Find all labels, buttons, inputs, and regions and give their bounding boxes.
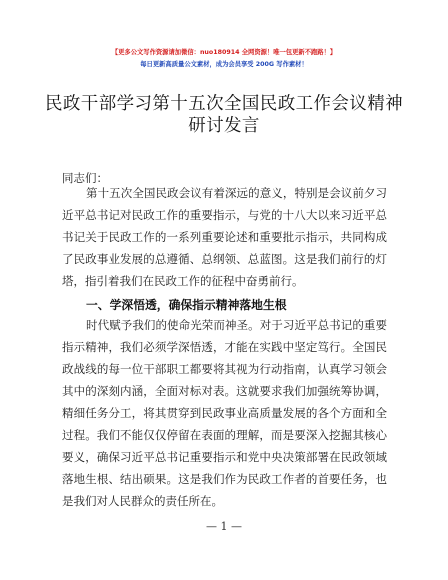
paragraph-1-line: 了民政事业发展的总遵循、总纲领、总蓝图。这是我们前行的灯 [62, 252, 387, 266]
document-title-line-2: 研讨发言 [188, 116, 260, 136]
paragraph-2-line: 其中的深刻内涵，全面对标对表。这就要求我们加强统筹协调， [62, 384, 387, 398]
promo-banner-line-2: 每日更新高质量公文素材，成为会员享受 200G 写作素材！ [140, 61, 308, 68]
paragraph-1-line: 塔，指引着我们在民政工作的征程中奋勇前行。 [62, 274, 304, 288]
paragraph-2-line: 精细任务分工，将其贯穿到民政事业高质量发展的各个方面和全 [62, 406, 387, 420]
greeting: 同志们： [62, 171, 108, 185]
paragraph-2-line: 要义，确保习近平总书记重要指示和党中央决策部署在民政领域 [62, 450, 387, 464]
paragraph-1-line: 书记关于民政工作的一系列重要论述和重要批示指示，共同构成 [62, 230, 387, 244]
paragraph-1-line: 近平总书记对民政工作的重要指示，与党的十八大以来习近平总 [62, 208, 387, 222]
paragraph-2-line: 落地生根、结出硕果。这是我们作为民政工作者的首要任务，也 [62, 472, 387, 486]
page-number: — 1 — [206, 520, 242, 533]
section-1-heading: 一、学深悟透，确保指示精神落地生根 [86, 298, 287, 312]
paragraph-1-line: 第十五次全国民政会议有着深远的意义，特别是会议前夕习 [86, 186, 387, 200]
paragraph-2-line: 政战线的每一位干部职工都要将其视为行动指南，认真学习领会 [62, 362, 387, 376]
paragraph-2-line: 指示精神，我们必须学深悟透，才能在实践中坚定笃行。全国民 [62, 340, 387, 354]
paragraph-2-line: 时代赋予我们的使命光荣而神圣。对于习近平总书记的重要 [86, 318, 387, 332]
paragraph-2-line: 是我们对人民群众的责任所在。 [62, 494, 223, 508]
document-title-line-1: 民政干部学习第十五次全国民政工作会议精神 [45, 94, 403, 114]
paragraph-2-line: 过程。我们不能仅仅停留在表面的理解，而是要深入挖掘其核心 [62, 428, 387, 442]
promo-banner-line-1: 【更多公文写作资源请加微信：nuo180914 全网资源！唯一包更新不跑路！】 [111, 49, 337, 56]
